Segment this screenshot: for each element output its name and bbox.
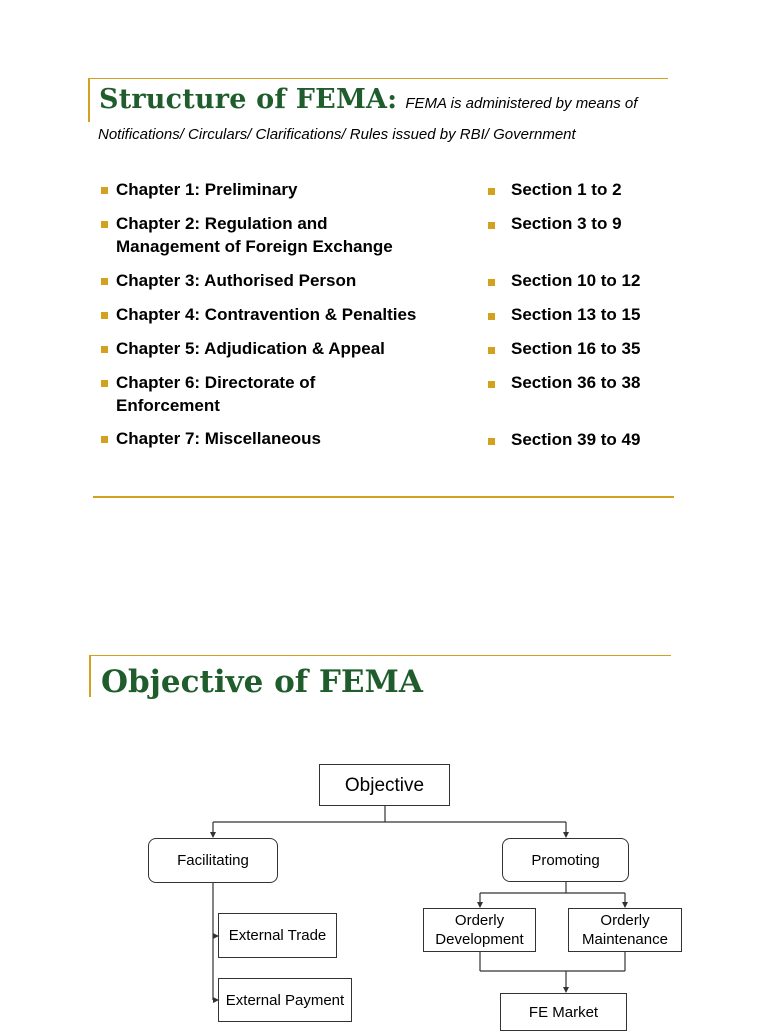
- slide1-subtitle-line2: Notifications/ Circulars/ Clarifications/ Rules issued by RBI/ Government: [98, 126, 576, 143]
- slide1-title: Structure of FEMA:: [99, 84, 398, 115]
- node-orderly-development-line1: Orderly: [454, 912, 505, 929]
- node-promoting: Promoting: [502, 838, 629, 882]
- section-item-4: Section 13 to 15: [511, 305, 641, 324]
- node-orderly-maintenance-line2: Maintenance: [582, 931, 668, 948]
- chapter-item-5: Chapter 5: Adjudication & Appeal: [116, 339, 385, 358]
- section-item-1: Section 1 to 2: [511, 180, 622, 199]
- section-item-2: Section 3 to 9: [511, 214, 622, 233]
- node-orderly-maintenance-line1: Orderly: [600, 912, 650, 929]
- chapter-item-2-line2: Management of Foreign Exchange: [116, 237, 393, 256]
- section-item-7: Section 39 to 49: [511, 430, 641, 449]
- node-facilitating: Facilitating: [148, 838, 278, 883]
- slide2-title: Objective of FEMA: [101, 664, 423, 700]
- node-objective: Objective: [319, 764, 450, 806]
- section-item-6: Section 36 to 38: [511, 373, 641, 392]
- node-fe-market: FE Market: [500, 993, 627, 1031]
- chapter-item-2: Chapter 2: Regulation and: [116, 214, 328, 233]
- node-orderly-development-line2: Development: [435, 931, 524, 948]
- chapter-item-4: Chapter 4: Contravention & Penalties: [116, 305, 417, 324]
- chapter-item-1: Chapter 1: Preliminary: [116, 180, 298, 199]
- section-item-3: Section 10 to 12: [511, 271, 641, 290]
- slide1-subtitle-inline: FEMA is administered by means of: [405, 95, 638, 112]
- node-orderly-development: [423, 908, 536, 952]
- node-external-payment: External Payment: [218, 978, 352, 1022]
- chapter-item-7: Chapter 7: Miscellaneous: [116, 429, 322, 448]
- section-item-5: Section 16 to 35: [511, 339, 641, 358]
- node-external-trade: External Trade: [218, 913, 337, 958]
- chapter-item-6: Chapter 6: Directorate of: [116, 373, 316, 392]
- chapter-item-6-line2: Enforcement: [116, 396, 220, 415]
- node-orderly-maintenance: [568, 908, 682, 952]
- chapter-item-3: Chapter 3: Authorised Person: [116, 271, 357, 290]
